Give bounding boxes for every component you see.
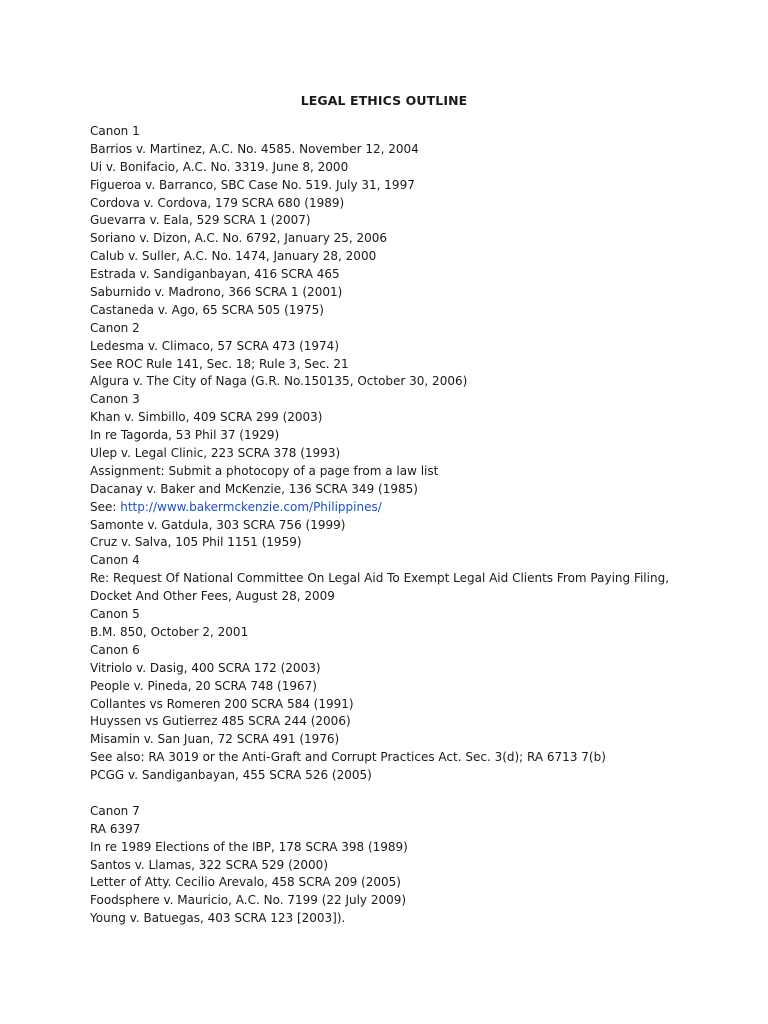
see-line — [90, 499, 710, 517]
outline-line: Cruz v. Salva, 105 Phil 1151 (1959) — [90, 535, 302, 550]
outline-line: Huyssen vs Gutierrez 485 SCRA 244 (2006) — [90, 714, 351, 729]
outline-line: B.M. 850, October 2, 2001 — [90, 624, 249, 639]
baker-mckenzie-link[interactable]: http://www.bakermckenzie.com/Philippines/ — [120, 499, 382, 514]
outline-line: Cordova v. Cordova, 179 SCRA 680 (1989) — [90, 195, 345, 210]
outline-line: Dacanay v. Baker and McKenzie, 136 SCRA 349 (1985) — [90, 481, 418, 496]
outline-line: Letter of Atty. Cecilio Arevalo, 458 SCRA 209 (2005) — [90, 875, 401, 890]
outline-line: Samonte v. Gatdula, 303 SCRA 756 (1999) — [90, 517, 346, 532]
outline-line: Algura v. The City of Naga (G.R. No.150135, October 30, 2006) — [90, 374, 468, 389]
outline-line: Khan v. Simbillo, 409 SCRA 299 (2003) — [90, 410, 323, 425]
outline-line: Guevarra v. Eala, 529 SCRA 1 (2007) — [90, 213, 311, 228]
outline-line: Barrios v. Martinez, A.C. No. 4585. November 12, 2004 — [90, 141, 419, 156]
outline-line-long: Re: Request Of National Committee On Legal Aid To Exempt Legal Aid Clients From Paying Filing, Docket And Other Fees, August 28, 2009 — [90, 571, 670, 604]
outline-list — [90, 123, 710, 928]
outline-line: Ledesma v. Climaco, 57 SCRA 473 (1974) — [90, 338, 339, 353]
see-prefix: See: — [90, 499, 121, 514]
outline-line: Santos v. Llamas, 322 SCRA 529 (2000) — [90, 857, 328, 872]
outline-line: Canon 3 — [90, 392, 140, 407]
outline-line: See ROC Rule 141, Sec. 18; Rule 3, Sec. 21 — [90, 356, 349, 371]
outline-line: Ui v. Bonifacio, A.C. No. 3319. June 8, 2000 — [90, 159, 349, 174]
outline-line: Young v. Batuegas, 403 SCRA 123 [2003]). — [90, 911, 346, 926]
outline-line: Figueroa v. Barranco, SBC Case No. 519. July 31, 1997 — [90, 177, 415, 192]
outline-line: People v. Pineda, 20 SCRA 748 (1967) — [90, 678, 317, 693]
blank-line — [90, 785, 710, 803]
outline-line: Vitriolo v. Dasig, 400 SCRA 172 (2003) — [90, 660, 321, 675]
outline-line: Soriano v. Dizon, A.C. No. 6792, January 25, 2006 — [90, 231, 388, 246]
outline-line: Assignment: Submit a photocopy of a page from a law list — [90, 463, 439, 478]
outline-line: Castaneda v. Ago, 65 SCRA 505 (1975) — [90, 302, 324, 317]
outline-line: PCGG v. Sandiganbayan, 455 SCRA 526 (2005) — [90, 768, 372, 783]
outline-line: Saburnido v. Madrono, 366 SCRA 1 (2001) — [90, 285, 343, 300]
outline-line: RA 6397 — [90, 821, 141, 836]
outline-line: In re Tagorda, 53 Phil 37 (1929) — [90, 428, 280, 443]
outline-line: In re 1989 Elections of the IBP, 178 SCRA 398 (1989) — [90, 839, 408, 854]
outline-line: Canon 1 — [90, 124, 140, 138]
outline-line: See also: RA 3019 or the Anti-Graft and Corrupt Practices Act. Sec. 3(d); RA 6713 7(b) — [90, 750, 606, 765]
outline-line: Collantes vs Romeren 200 SCRA 584 (1991) — [90, 696, 354, 711]
outline-line: Foodsphere v. Mauricio, A.C. No. 7199 (22 July 2009) — [90, 893, 407, 908]
outline-line: Canon 5 — [90, 607, 140, 622]
outline-line: Canon 2 — [90, 320, 140, 335]
outline-line: Ulep v. Legal Clinic, 223 SCRA 378 (1993) — [90, 446, 341, 461]
outline-line: Canon 6 — [90, 642, 140, 657]
outline-line: Misamin v. San Juan, 72 SCRA 491 (1976) — [90, 732, 340, 747]
outline-line: Calub v. Suller, A.C. No. 1474, January 28, 2000 — [90, 249, 377, 264]
outline-line: Canon 7 — [90, 803, 140, 818]
document-title: LEGAL ETHICS OUTLINE — [300, 93, 468, 108]
outline-line: Canon 4 — [90, 553, 140, 568]
outline-line: Estrada v. Sandiganbayan, 416 SCRA 465 — [90, 267, 340, 282]
